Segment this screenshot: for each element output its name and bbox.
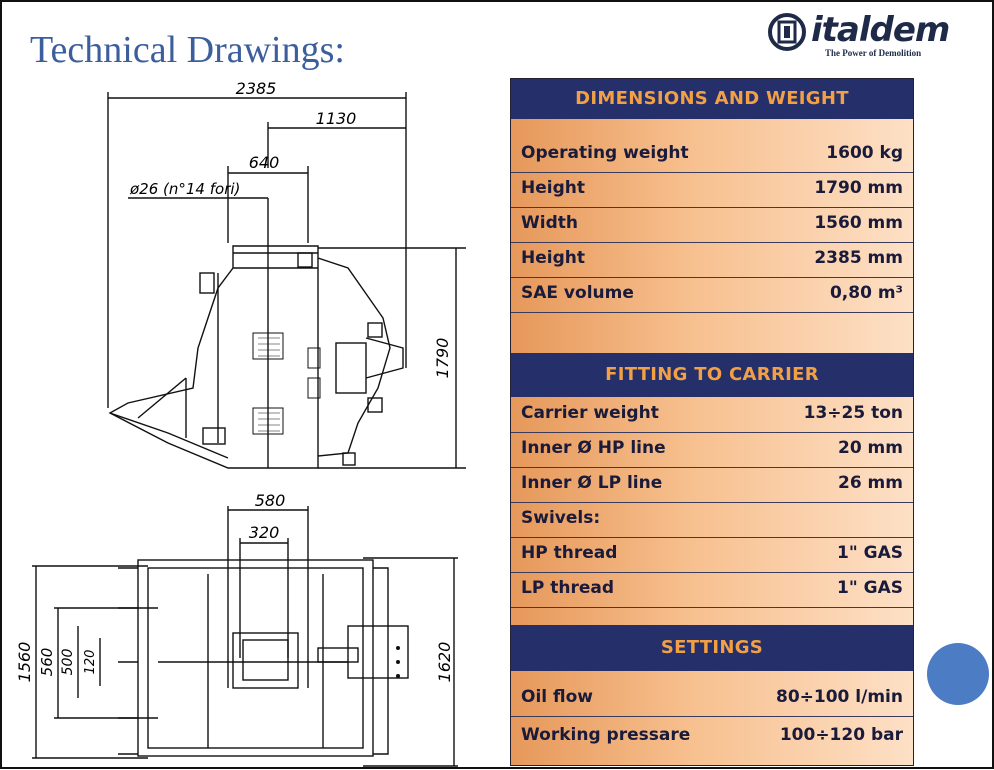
spec-label: HP thread [521,543,618,563]
spec-label: Swivels: [521,508,601,528]
dim-500: 500 [60,648,76,676]
dim-1560: 1560 [15,641,34,683]
spec-row [511,172,913,208]
spec-label: Width [521,213,578,233]
spec-row [511,397,913,433]
spec-value: 100÷120 bar [779,725,903,745]
dim-total-width: 2385 [235,79,277,98]
spec-row [511,572,913,608]
spec-row [511,207,913,243]
section-header-fitting: FITTING TO CARRIER [511,353,913,397]
dim-560: 560 [38,647,56,677]
section-body-fitting [511,397,913,625]
spec-row [511,432,913,468]
spec-label: Oil flow [521,687,594,707]
spec-row [511,137,913,173]
bucket-drawing [15,78,476,766]
section-body-dimensions [511,119,913,353]
dim-580: 580 [254,491,286,510]
technical-drawing [15,78,476,766]
dim-1620: 1620 [435,641,454,683]
spec-row [511,502,913,538]
section-header-dimensions: DIMENSIONS AND WEIGHT [511,79,913,119]
spec-row [511,277,913,313]
italdem-logo [765,8,955,64]
spec-label: Height [521,178,585,198]
logo-tagline: The Power of Demolition [825,48,922,58]
spec-label: Inner Ø LP line [521,473,663,493]
spec-value: 80÷100 l/min [776,687,903,707]
spec-table [510,78,914,766]
logo-emblem-icon [767,12,807,52]
dim-120: 120 [83,649,98,675]
dim-center: 640 [248,153,280,172]
spec-value: 1790 mm [814,178,903,198]
spec-value: 13÷25 ton [803,403,903,423]
spec-label: Inner Ø HP line [521,438,666,458]
spec-value: 1560 mm [814,213,903,233]
spec-label: SAE volume [521,283,634,303]
spec-value: 26 mm [837,473,903,493]
spec-label: Height [521,248,585,268]
accent-circle [927,643,989,705]
logo-word: italdem [811,10,950,50]
spec-value: 1" GAS [837,578,903,598]
dim-holes: ø26 (n°14 fori) [130,180,241,198]
spec-value: 20 mm [837,438,903,458]
spec-row [511,242,913,278]
spec-row [511,467,913,503]
spec-label: Operating weight [521,143,689,163]
section-header-settings: SETTINGS [511,625,913,671]
spec-label: LP thread [521,578,614,598]
spec-value: 2385 mm [814,248,903,268]
spec-row [511,719,913,754]
spec-value: 1600 kg [826,143,903,163]
section-body-settings [511,671,913,765]
spec-label: Carrier weight [521,403,659,423]
dim-height: 1790 [433,337,452,379]
page-title: Technical Drawings: [30,29,345,71]
spec-label: Working pressare [521,725,691,745]
spec-value: 0,80 m³ [829,283,903,303]
dim-right-offset: 1130 [315,109,357,128]
spec-value: 1" GAS [837,543,903,563]
spec-row [511,537,913,573]
dim-320: 320 [248,523,280,542]
spec-row [511,681,913,717]
